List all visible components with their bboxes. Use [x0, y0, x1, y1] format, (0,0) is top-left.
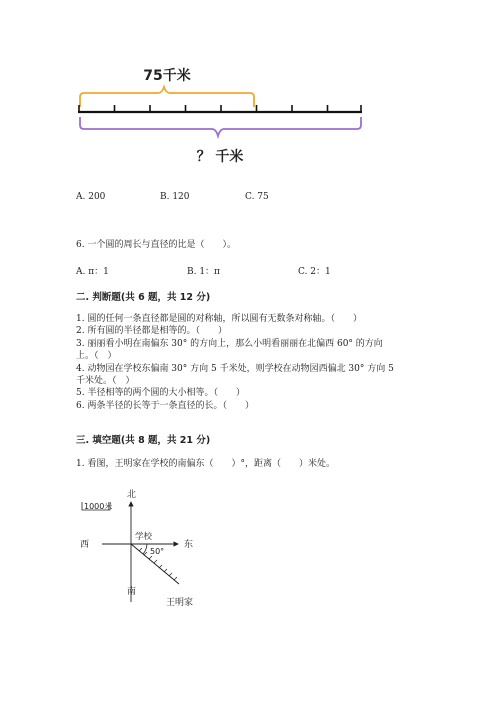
- judge-item-1: 1. 圆的任何一条直径都是圆的对称轴，所以圆有无数条对称轴。（ ）: [76, 314, 362, 324]
- q5-option-a[interactable]: A. 200: [76, 192, 106, 202]
- west-label: 西: [80, 540, 90, 550]
- top-brace: [80, 87, 254, 107]
- segment-diagram: [70, 62, 370, 172]
- bottom-distance-label: ？ 千米: [196, 149, 244, 165]
- angle-label: 50°: [150, 547, 165, 556]
- judge-item-5: 5. 半径相等的两个圆的大小相等。（ ）: [76, 388, 245, 399]
- judge-item-3-cont: 上。（ ）: [76, 351, 117, 362]
- q6-option-c[interactable]: C. 2：1: [298, 267, 331, 277]
- scale-label: 1000米: [84, 502, 113, 511]
- home-label: 王明家: [166, 598, 194, 608]
- section3-title: 三. 填空题(共 8 题，共 21 分): [76, 435, 211, 446]
- bottom-brace: [80, 117, 361, 136]
- east-label: 东: [184, 540, 194, 550]
- fill-q1-stem: 1. 看图，王明家在学校的南偏东（ ）°，距离（ ）米处。: [76, 459, 335, 469]
- north-label: 北: [127, 490, 137, 500]
- judge-item-3: 3. 丽丽看小明在南偏东 30° 的方向上，那么小明看丽丽在北偏西 60° 的方向: [76, 338, 383, 349]
- q5-option-b[interactable]: B. 120: [160, 192, 190, 202]
- judge-item-2: 2. 所有圆的半径都是相等的。（ ）: [76, 326, 227, 337]
- judge-item-4: 4. 动物园在学校东偏南 30° 方向 5 千米处，则学校在动物园西偏北 30° 方向 5: [76, 363, 394, 374]
- top-distance-label: 75千米: [143, 68, 191, 84]
- q6-stem: 6. 一个圆的周长与直径的比是（ ）。: [76, 240, 236, 250]
- section2-title: 二. 判断题(共 6 题，共 12 分): [76, 292, 211, 303]
- section2-items: [76, 313, 394, 412]
- q6-option-b[interactable]: B. 1：π: [187, 267, 220, 277]
- direction-map: [76, 480, 296, 612]
- south-label: 南: [127, 587, 137, 597]
- q6-option-a[interactable]: A. π：1: [76, 267, 109, 277]
- judge-item-4-cont: 千米处。（ ）: [76, 376, 135, 387]
- school-label: 学校: [135, 532, 153, 542]
- q5-option-c[interactable]: C. 75: [245, 192, 269, 202]
- judge-item-6: 6. 两条半径的长等于一条直径的长。（ ）: [76, 400, 254, 411]
